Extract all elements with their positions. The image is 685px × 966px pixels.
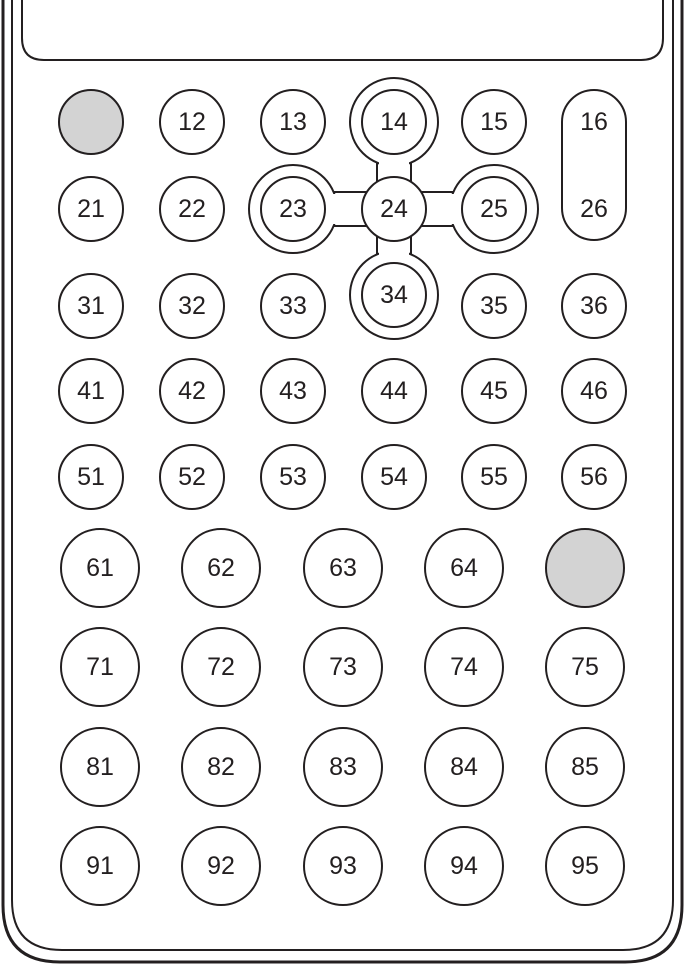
key-55[interactable] bbox=[462, 445, 526, 509]
key-52[interactable] bbox=[160, 445, 224, 509]
key-label: 74 bbox=[450, 653, 478, 681]
key-84[interactable] bbox=[425, 728, 503, 806]
blank-key[interactable] bbox=[59, 90, 123, 154]
key-label: 24 bbox=[380, 195, 408, 223]
display-window bbox=[22, 0, 663, 60]
key-label: 75 bbox=[571, 653, 599, 681]
nav-seam-left bbox=[324, 194, 364, 224]
key-label: 92 bbox=[207, 852, 235, 880]
key-label: 94 bbox=[450, 852, 478, 880]
key-16-26[interactable] bbox=[562, 90, 626, 240]
key-13[interactable] bbox=[261, 90, 325, 154]
key-64[interactable] bbox=[425, 529, 503, 607]
key-75[interactable] bbox=[546, 628, 624, 706]
key-label: 12 bbox=[178, 108, 206, 136]
key-label: 41 bbox=[77, 377, 105, 405]
key-62[interactable] bbox=[182, 529, 260, 607]
key-label: 44 bbox=[380, 377, 408, 405]
key-label: 43 bbox=[279, 377, 307, 405]
key-label: 25 bbox=[480, 195, 508, 223]
key-label: 81 bbox=[86, 753, 114, 781]
key-label: 22 bbox=[178, 195, 206, 223]
key-label: 73 bbox=[329, 653, 357, 681]
blank-key[interactable] bbox=[546, 529, 624, 607]
key-label: 83 bbox=[329, 753, 357, 781]
key-41[interactable] bbox=[59, 359, 123, 423]
key-label: 13 bbox=[279, 108, 307, 136]
key-label: 72 bbox=[207, 653, 235, 681]
key-label: 52 bbox=[178, 463, 206, 491]
blank-key-circle bbox=[59, 90, 123, 154]
key-24[interactable] bbox=[362, 177, 426, 241]
key-label: 23 bbox=[279, 195, 307, 223]
key-81[interactable] bbox=[61, 728, 139, 806]
key-35[interactable] bbox=[462, 274, 526, 338]
key-label: 84 bbox=[450, 753, 478, 781]
key-54[interactable] bbox=[362, 445, 426, 509]
key-94[interactable] bbox=[425, 827, 503, 905]
key-label: 14 bbox=[380, 108, 408, 136]
key-label: 35 bbox=[480, 292, 508, 320]
key-63[interactable] bbox=[304, 529, 382, 607]
key-label: 32 bbox=[178, 292, 206, 320]
key-85[interactable] bbox=[546, 728, 624, 806]
key-21[interactable] bbox=[59, 177, 123, 241]
key-label: 46 bbox=[580, 377, 608, 405]
key-label: 54 bbox=[380, 463, 408, 491]
key-43[interactable] bbox=[261, 359, 325, 423]
key-44[interactable] bbox=[362, 359, 426, 423]
key-33[interactable] bbox=[261, 274, 325, 338]
key-label: 53 bbox=[279, 463, 307, 491]
key-22[interactable] bbox=[160, 177, 224, 241]
key-label: 15 bbox=[480, 108, 508, 136]
key-label: 36 bbox=[580, 292, 608, 320]
key-53[interactable] bbox=[261, 445, 325, 509]
key-label: 42 bbox=[178, 377, 206, 405]
key-label: 61 bbox=[86, 554, 114, 582]
key-25[interactable] bbox=[462, 177, 526, 241]
key-label: 31 bbox=[77, 292, 105, 320]
key-16-label: 16 bbox=[580, 108, 608, 136]
key-82[interactable] bbox=[182, 728, 260, 806]
key-26-label: 26 bbox=[580, 195, 608, 223]
key-label: 93 bbox=[329, 852, 357, 880]
key-73[interactable] bbox=[304, 628, 382, 706]
key-34[interactable] bbox=[362, 263, 426, 327]
key-74[interactable] bbox=[425, 628, 503, 706]
key-23[interactable] bbox=[261, 177, 325, 241]
key-56[interactable] bbox=[562, 445, 626, 509]
key-36[interactable] bbox=[562, 274, 626, 338]
key-72[interactable] bbox=[182, 628, 260, 706]
key-61[interactable] bbox=[61, 529, 139, 607]
key-51[interactable] bbox=[59, 445, 123, 509]
key-14[interactable] bbox=[362, 90, 426, 154]
key-label: 34 bbox=[380, 281, 408, 309]
key-label: 71 bbox=[86, 653, 114, 681]
key-label: 45 bbox=[480, 377, 508, 405]
nav-seam-right bbox=[424, 194, 464, 224]
key-label: 63 bbox=[329, 554, 357, 582]
key-32[interactable] bbox=[160, 274, 224, 338]
key-42[interactable] bbox=[160, 359, 224, 423]
key-label: 21 bbox=[77, 195, 105, 223]
key-71[interactable] bbox=[61, 628, 139, 706]
key-12[interactable] bbox=[160, 90, 224, 154]
key-label: 51 bbox=[77, 463, 105, 491]
key-46[interactable] bbox=[562, 359, 626, 423]
key-95[interactable] bbox=[546, 827, 624, 905]
key-45[interactable] bbox=[462, 359, 526, 423]
key-label: 62 bbox=[207, 554, 235, 582]
blank-key-circle bbox=[546, 529, 624, 607]
key-92[interactable] bbox=[182, 827, 260, 905]
key-93[interactable] bbox=[304, 827, 382, 905]
key-label: 64 bbox=[450, 554, 478, 582]
key-83[interactable] bbox=[304, 728, 382, 806]
key-label: 56 bbox=[580, 463, 608, 491]
key-label: 85 bbox=[571, 753, 599, 781]
key-label: 82 bbox=[207, 753, 235, 781]
key-label: 33 bbox=[279, 292, 307, 320]
key-91[interactable] bbox=[61, 827, 139, 905]
key-label: 91 bbox=[86, 852, 114, 880]
key-label: 55 bbox=[480, 463, 508, 491]
key-31[interactable] bbox=[59, 274, 123, 338]
key-label: 95 bbox=[571, 852, 599, 880]
key-15[interactable] bbox=[462, 90, 526, 154]
